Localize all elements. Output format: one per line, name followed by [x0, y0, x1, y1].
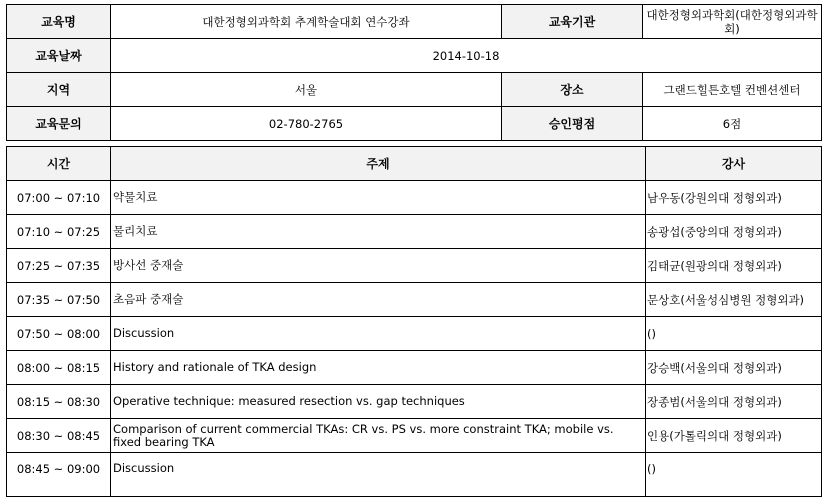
schedule-table — [6, 146, 822, 497]
topic-cell: 약물치료 — [111, 181, 646, 215]
region-label: 지역 — [7, 73, 111, 107]
credits-value: 6점 — [643, 107, 822, 141]
course-name-value: 대한정형외과학회 추계학술대회 연수강좌 — [111, 5, 502, 39]
table-row — [7, 317, 822, 351]
table-row — [7, 181, 822, 215]
speaker-cell: 문상호(서울성심병원 정형외과) — [646, 283, 822, 317]
schedule-header-row — [7, 147, 822, 181]
info-row-region — [7, 73, 822, 107]
topic-cell: 방사선 중재술 — [111, 249, 646, 283]
topic-cell: 초음파 중재술 — [111, 283, 646, 317]
course-date-label: 교육날짜 — [7, 39, 111, 73]
table-row — [7, 385, 822, 419]
table-row — [7, 419, 822, 453]
credits-label: 승인평점 — [502, 107, 643, 141]
time-cell: 08:15 ~ 08:30 — [7, 385, 111, 419]
topic-column-header: 주제 — [111, 147, 646, 181]
speaker-cell: 김태균(원광의대 정형외과) — [646, 249, 822, 283]
table-row — [7, 283, 822, 317]
time-cell: 07:25 ~ 07:35 — [7, 249, 111, 283]
speaker-cell: () — [646, 453, 822, 497]
time-column-header: 시간 — [7, 147, 111, 181]
contact-value: 02-780-2765 — [111, 107, 502, 141]
topic-cell: Operative technique: measured resection vs. gap techniques — [111, 385, 646, 419]
speaker-cell: 장종범(서울의대 정형외과) — [646, 385, 822, 419]
schedule-body — [7, 181, 822, 497]
table-row — [7, 351, 822, 385]
table-row — [7, 249, 822, 283]
time-cell: 07:10 ~ 07:25 — [7, 215, 111, 249]
topic-cell: Discussion — [111, 317, 646, 351]
course-info-table — [6, 4, 822, 141]
info-row-date — [7, 39, 822, 73]
venue-value: 그랜드힐튼호텔 컨벤션센터 — [643, 73, 822, 107]
region-value: 서울 — [111, 73, 502, 107]
venue-label: 장소 — [502, 73, 643, 107]
topic-cell: Comparison of current commercial TKAs: CR vs. PS vs. more constraint TKA; mobile vs. fixed bearing TKA — [111, 419, 646, 453]
time-cell: 07:50 ~ 08:00 — [7, 317, 111, 351]
speaker-cell: 강승백(서울의대 정형외과) — [646, 351, 822, 385]
speaker-cell: 송광섭(중앙의대 정형외과) — [646, 215, 822, 249]
time-cell: 08:45 ~ 09:00 — [7, 453, 111, 497]
info-row-name — [7, 5, 822, 39]
time-cell: 07:35 ~ 07:50 — [7, 283, 111, 317]
course-name-label: 교육명 — [7, 5, 111, 39]
course-date-value: 2014-10-18 — [111, 39, 822, 73]
organization-label: 교육기관 — [502, 5, 643, 39]
topic-cell: 물리치료 — [111, 215, 646, 249]
info-row-contact — [7, 107, 822, 141]
time-cell: 08:00 ~ 08:15 — [7, 351, 111, 385]
organization-value: 대한정형외과학회(대한정형외과학회) — [643, 5, 822, 39]
topic-cell: Discussion — [111, 453, 646, 497]
table-row — [7, 215, 822, 249]
speaker-cell: () — [646, 317, 822, 351]
table-row — [7, 453, 822, 497]
speaker-cell: 남우동(강원의대 정형외과) — [646, 181, 822, 215]
time-cell: 08:30 ~ 08:45 — [7, 419, 111, 453]
time-cell: 07:00 ~ 07:10 — [7, 181, 111, 215]
speaker-cell: 인용(가톨릭의대 정형외과) — [646, 419, 822, 453]
speaker-column-header: 강사 — [646, 147, 822, 181]
topic-cell: History and rationale of TKA design — [111, 351, 646, 385]
contact-label: 교육문의 — [7, 107, 111, 141]
